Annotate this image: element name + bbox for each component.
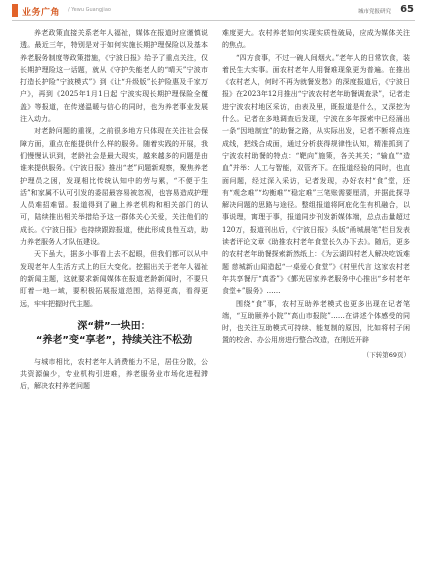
page-number: 65 [400,4,414,15]
subhead-line-2: “养老”变“享老”，持续关注不松劲 [35,334,193,346]
section-subhead [20,320,208,348]
header-divider [12,20,415,21]
continued-note: （下转第69页） [362,350,410,359]
section-marker [12,4,18,17]
right-column [222,27,410,361]
subhead-line-1: 深“耕”一块田： [77,320,151,332]
magazine-name: 城市党报研究 [357,9,391,15]
section-title: 业务广角 [22,8,61,18]
paragraph: 对老龄问题的重视，之前很多地方只体现在关注社会保障方面，重点在能提供什么样的服务。随着实践的开展，我们慢慢认识到，老龄社会是最大现实，越来越多的问题是由谁来提供服务。《宁波日报》推出“老”问题新观察，聚焦养老护理员之困，发现相比传统认知中的劳与累，“不便于生活”和家属不认可引发的委屈最容易被忽视，也容易造成护理人员难招难留。报道得到了融上养老机构和相关部门的认可，陆续推出相关举措给予这一群体关心关爱，关注他们的成长。《宁波日报》也持续跟踪报道，使此形成良性互动，助力养老服务人才队伍建设。 [20,127,208,247]
page-header [0,0,427,22]
left-column [20,27,208,393]
paragraph: 养老政策直接关系老年人福祉，媒体在报道时应谨慎说透。最近三年，特别是对于如何实施长期护理保险以及基本养老服务制度等政策措施，《宁波日报》给予了重点关注，仅长期护理险这一话题，就从《守护失能老人的“晴天”宁波市打造长护险“宁波模式”》到《让“升级版”长护险惠及千家万户》，再到《2025年1月1日起 宁波实现长期护理保险全覆盖》等报道，在传递温暖与信心的同时，也为养老事业发展注入动力。 [20,29,208,124]
paragraph: 围绕“食”事，农村互助养老模式也更多出现在记者笔端，“互助颐养小院”“高山市报院”……在讲述个体感受的同时，也关注互助模式可持续、能复制的原因，比如将村子闲置的校舍、办公用房进行整合改造，在刚近开辟 [222,299,410,345]
paragraph: 难度更大。农村养老如何实现实质性破局，应成为媒体关注的焦点。 [222,29,410,50]
paragraph: “四方食事，不过一碗人间烟火。”老年人的日常饮食，装着民生大实事。面农村老年人用餐难现象更为普遍。在推出《农村老人，何时不再为就餐发愁》的深度报道后，《宁波日报》在2023年12月推出“宁波农村老年助餐调查录”，记者走进宁波农村地区采访，由表及里，既报道是什么，又深挖为什么。记者在多地调查后发现，宁波在多年探索中已经涌出一条“因地制宜”的助餐之路，从实际出发，记者不断将点连成线，把线合成面，通过分析获得规律性认知，精准抓到了宁波农村助餐的特点：“靶向”施策，各关其关；“输血”“造血”并举：人工与智能，双管齐下。在报道经验的同时，也直面问题，经过深入采访，记者发现，办好农村“食”堂，还有“观念难”“均衡难”“稳定难”三笔账需要厘清，并据此探寻解决问题的思路与途径。整组报道将阿庇化生有机融合，以事说理，寓理于事，报道同步刊发新媒体端，总点击量超过120万，报道刊出后，《宁波日报》头版“甬城晨笔”栏目发表读者评论文章《助推农村老年食堂长久办下去》。随后，更多的农村老年助餐探索新然纸上：《为云湖四村老人解决吃饭难题 慈城新山闻造起“一桌爱心食堂”》《村里代言 这家农村老年共享餐厅“真香”》《鄞光居家养老服务中心推出“乡村老年食堂+”服务》…… [222,53,410,296]
paragraph: 与城市相比，农村老年人消费能力不足，居住分散，公共资源偏少，专业机构引进难，养老服务业市场化进程滞后，解决农村养老问题 [20,357,208,391]
section-subtitle: / Yewu Guangjiao [68,7,111,13]
paragraph: 天下虽大，据多小事看上去不起眼，但我们都可以从中发现老年人生活方式上的巨大变化。挖掘出关于老年人福祉的新闻主题，这就要求新闻媒体在报道老龄新闻时，不要只盯着一地一域，要积极拓展报道范围，站得更高，看得更远，牢牢把握时代主题。 [20,250,208,308]
